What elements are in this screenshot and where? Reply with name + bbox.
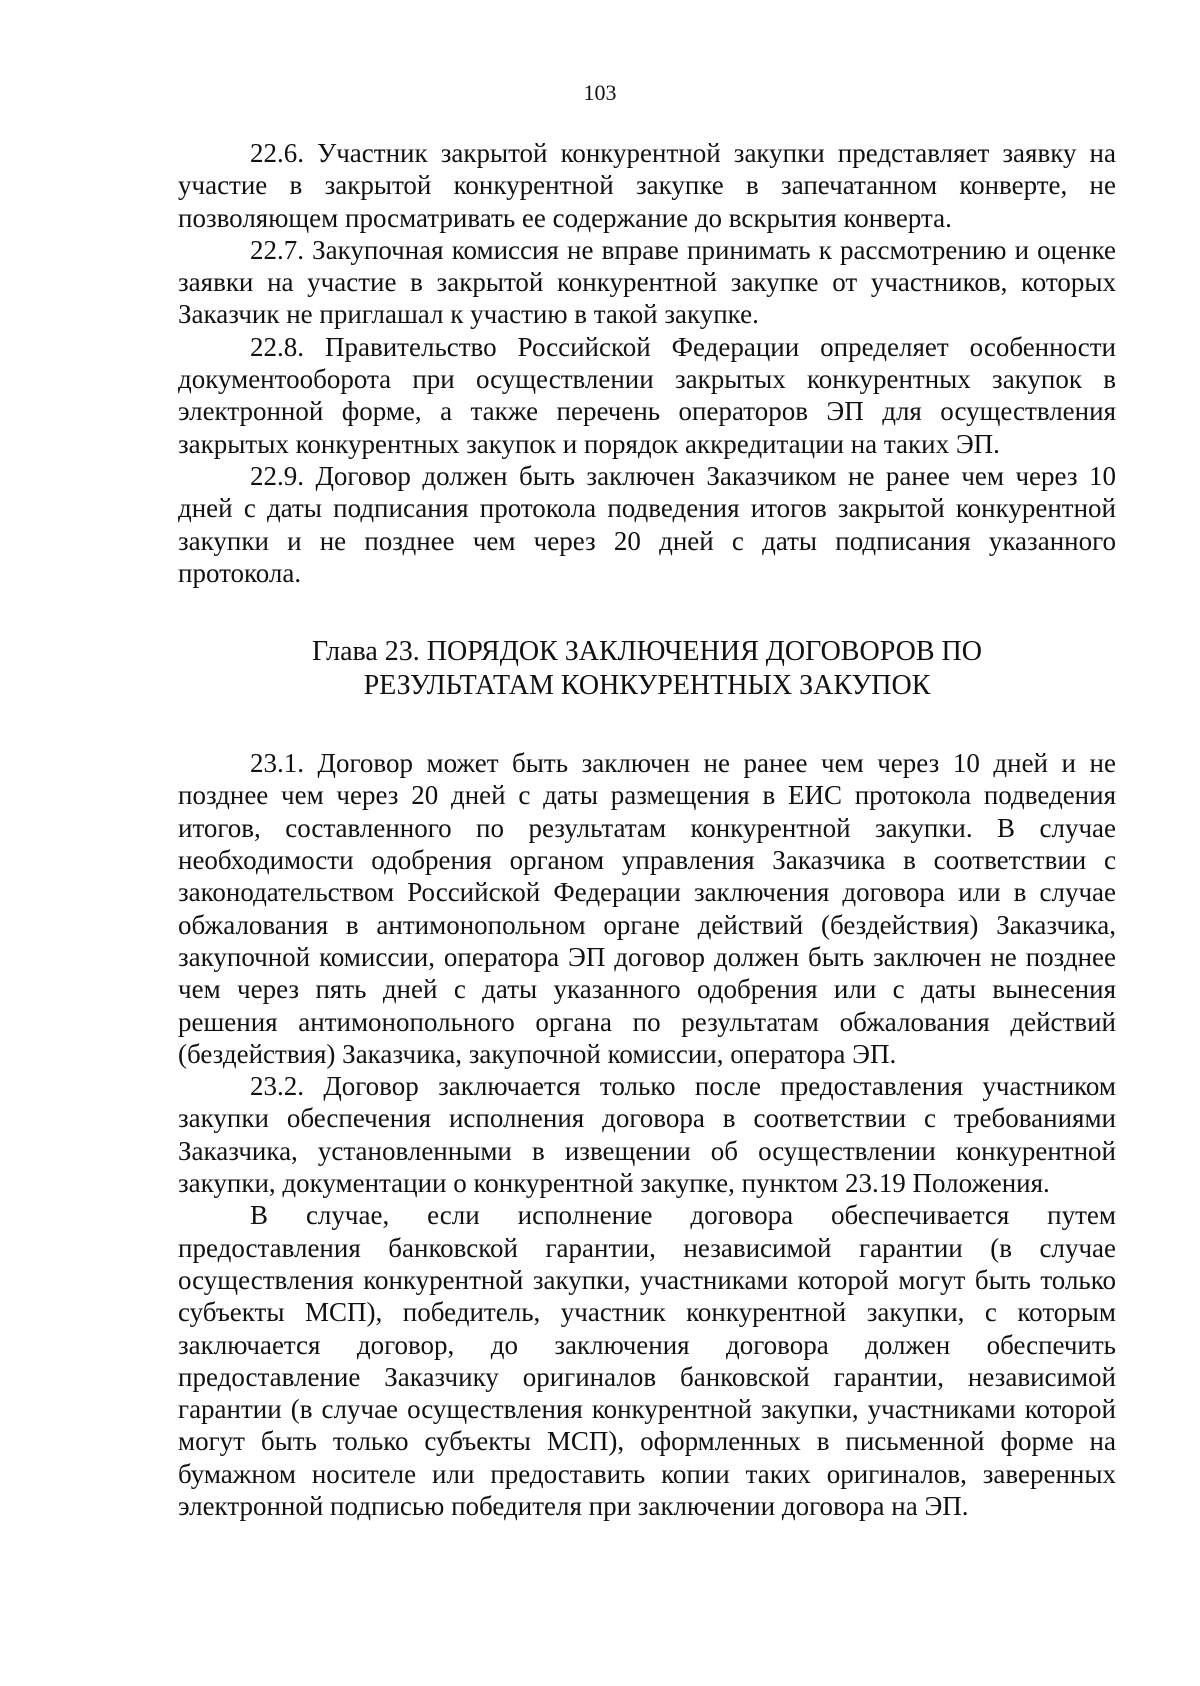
paragraph-23-2-guarantee: В случае, если исполнение договора обеспечивается путем предоставления банковской гарантии, независимой гарантии (в случае осуществления конкурентной закупки, участниками которой могут быть только субъекты МСП), победитель, участник конкурентной закупки, с которым заключается договор, до заключения договора должен обеспечить предоставление Заказчику оригиналов банковской гарантии, независимой гарантии (в случае осуществления конкурентной закупки, участниками которой могут быть только субъекты МСП), оформленных в письменной форме на бумажном носителе или предоставить копии таких оригиналов, заверенных электронной подписью победителя при заключении договора на ЭП. [178, 1200, 1116, 1521]
paragraph-23-2: 23.2. Договор заключается только после предоставления участником закупки обеспечения исполнения договора в соответствии с требованиями Заказчика, установленными в извещении об осуществлении конкурентной закупки, документации о конкурентной закупке, пунктом 23.19 Положения. [178, 1071, 1116, 1199]
paragraph-22-9: 22.9. Договор должен быть заключен Заказчиком не ранее чем через 10 дней с даты подписания протокола подведения итогов закрытой конкурентной закупки и не позднее чем через 20 дней с даты подписания указанного протокола. [178, 460, 1116, 588]
paragraph-22-7: 22.7. Закупочная комиссия не вправе принимать к рассмотрению и оценке заявки на участие в закрытой конкурентной закупке от участников, которых Заказчик не приглашал к участию в такой закупке. [178, 234, 1116, 330]
paragraph-23-1: 23.1. Договор может быть заключен не ранее чем через 10 дней и не позднее чем через 20 дней с даты размещения в ЕИС протокола подведения итогов, составленного по результатам конкурентной закупки. В случае необходимости одобрения органом управления Заказчика в соответствии с законодательством Российской Федерации заключения договора или в случае обжалования в антимонопольном органе действий (бездействия) Заказчика, закупочной комиссии, оператора ЭП договор должен быть заключен не позднее чем через пять дней с даты указанного одобрения или с даты вынесения решения антимонопольного органа по результатам обжалования действий (бездействия) Заказчика, закупочной комиссии, оператора ЭП. [178, 748, 1116, 1069]
chapter-title-line-1: Глава 23. ПОРЯДОК ЗАКЛЮЧЕНИЯ ДОГОВОРОВ ПО [312, 636, 982, 668]
chapter-title [178, 635, 1116, 703]
paragraph-22-6: 22.6. Участник закрытой конкурентной закупки представляет заявку на участие в закрытой конкурентной закупке в запечатанном конверте, не позволяющем просматривать ее содержание до вскрытия конверта. [178, 138, 1116, 233]
chapter-title-line-2: РЕЗУЛЬТАТАМ КОНКУРЕНТНЫХ ЗАКУПОК [363, 670, 931, 702]
document-body [178, 137, 1116, 1522]
paragraph-22-8: 22.8. Правительство Российской Федерации определяет особенности документооборота при осуществлении закрытых конкурентных закупок в электронной форме, а также перечень операторов ЭП для осуществления закрытых конкурентных закупок и порядок аккредитации на таких ЭП. [178, 331, 1116, 459]
page-number: 103 [583, 80, 617, 105]
